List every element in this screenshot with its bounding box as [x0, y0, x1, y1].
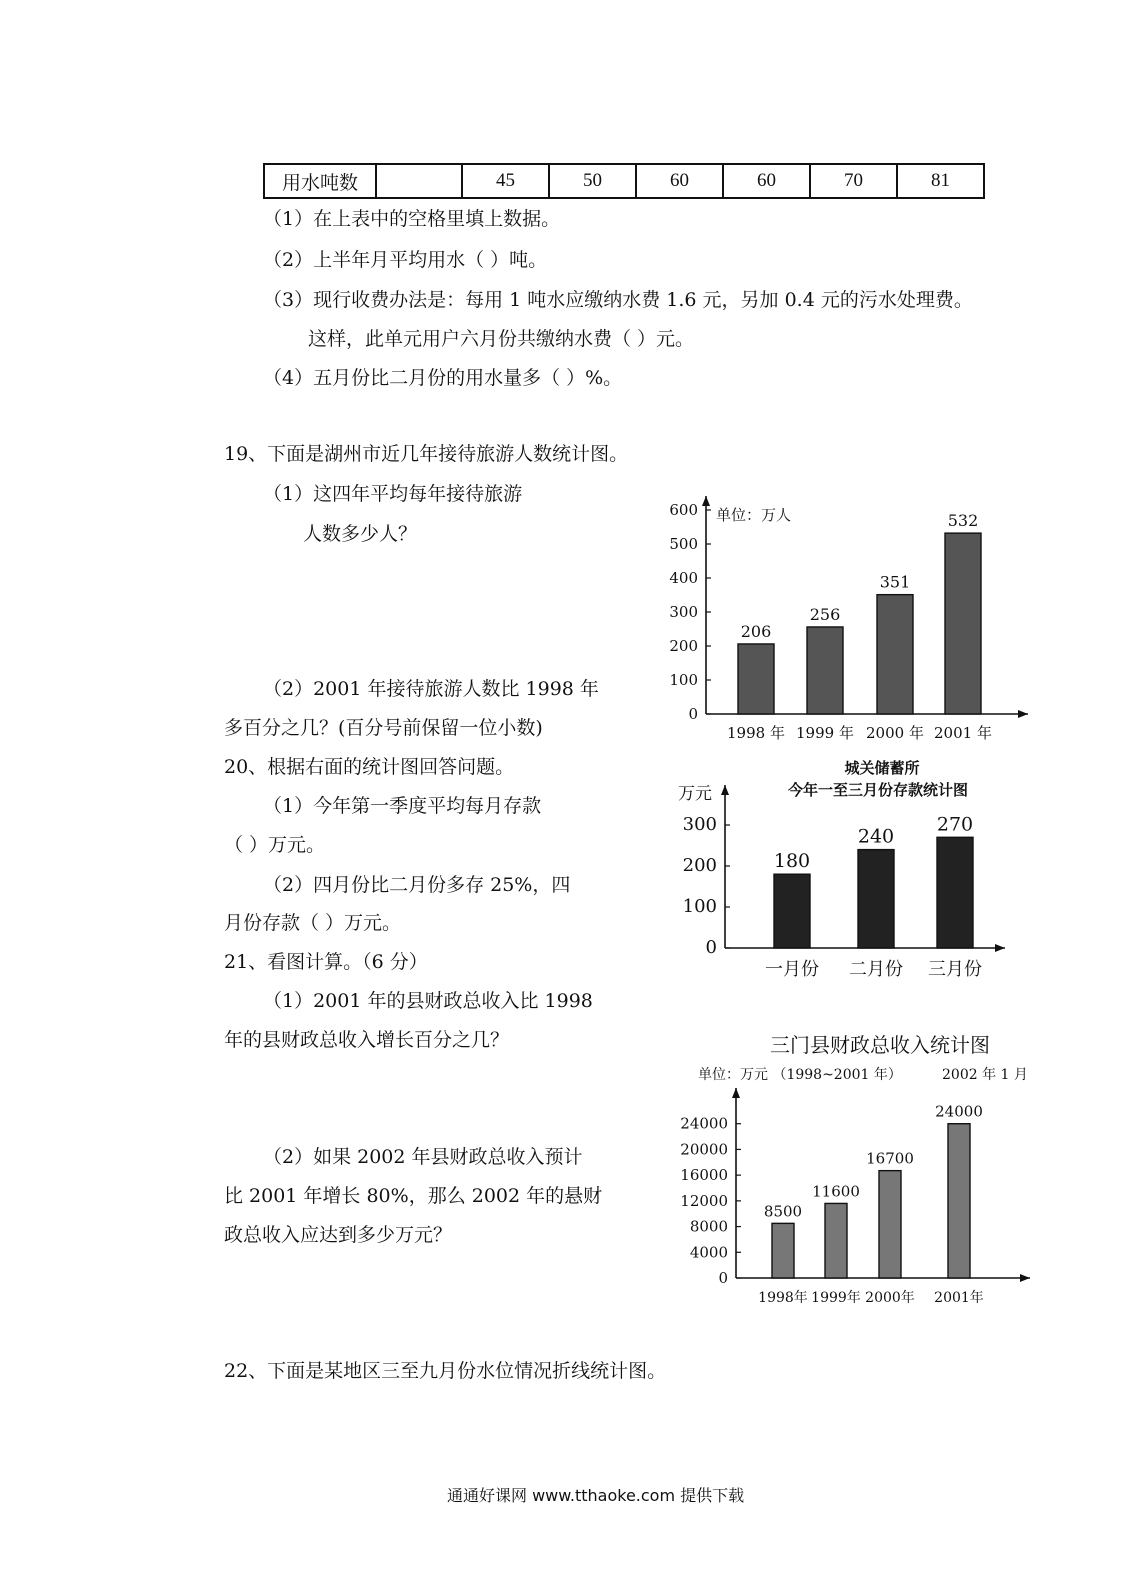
bar: [772, 1223, 794, 1278]
y-tick-label: 20000: [680, 1140, 728, 1159]
x-tick-label: 1998 年: [727, 724, 785, 742]
bar-value-label: 351: [879, 572, 911, 592]
q21-item-1-cont: 年的县财政总收入增长百分之几？: [224, 1029, 510, 1051]
chart-subtitle: 今年一至三月份存款统计图: [787, 781, 969, 799]
y-tick-label: 300: [669, 603, 698, 621]
chart-unit-label: 单位：万人: [716, 506, 792, 524]
table-cell: 50: [549, 164, 636, 198]
bar-value-label: 24000: [935, 1102, 983, 1121]
x-tick-label: 2001年: [934, 1290, 984, 1306]
q18-item-3-cont: 这样，此单元用户六月份共缴纳水费（ ）元。: [308, 328, 695, 350]
y-axis-arrow: [721, 785, 729, 795]
y-tick-label: 4000: [689, 1243, 728, 1262]
tourist-bar-chart: [660, 490, 1040, 752]
x-tick-label: 二月份: [849, 959, 903, 980]
water-usage-table: [263, 163, 985, 199]
q18-item-4: （4）五月份比二月份的用水量多（ ）%。: [263, 367, 623, 389]
q20-item-2: （2）四月份比二月份多存 25%，四: [263, 874, 571, 896]
q19-item-2-cont: 多百分之几？(百分号前保留一位小数): [224, 717, 543, 739]
y-tick-label: 8000: [689, 1217, 728, 1236]
y-tick-label: 16000: [680, 1166, 728, 1185]
bar-value-label: 180: [773, 850, 811, 873]
table-cell: 60: [723, 164, 810, 198]
y-axis-arrow: [732, 1088, 740, 1098]
bar-value-label: 11600: [812, 1182, 860, 1201]
y-tick-label: 400: [669, 569, 698, 587]
x-tick-label: 1999年: [811, 1290, 861, 1306]
y-tick-label: 600: [669, 501, 698, 519]
bar-value-label: 206: [740, 621, 772, 641]
q21-item-1: （1）2001 年的县财政总收入比 1998: [263, 990, 593, 1012]
q20-item-1-cont: （ ）万元。: [224, 834, 326, 856]
bar: [877, 595, 913, 714]
q18-item-2: （2）上半年月平均用水（ ）吨。: [263, 249, 548, 271]
table-row: [264, 164, 984, 198]
y-tick-label: 300: [682, 814, 717, 835]
chart-y-label: 万元: [678, 784, 712, 804]
bar: [945, 533, 981, 714]
x-axis-arrow: [995, 944, 1005, 952]
deposit-bar-chart: [670, 755, 1020, 987]
q19-title: 19、下面是湖州市近几年接待旅游人数统计图。: [224, 443, 629, 465]
chart-title: 三门县财政总收入统计图: [770, 1033, 990, 1057]
bar: [937, 837, 973, 948]
y-tick-label: 200: [682, 855, 717, 876]
bar-value-label: 16700: [866, 1149, 914, 1168]
x-tick-label: 1998年: [758, 1290, 808, 1306]
table-cell: 81: [897, 164, 984, 198]
table-cell: 60: [636, 164, 723, 198]
x-tick-label: 三月份: [928, 959, 982, 980]
blank-cell: [376, 164, 462, 198]
bar-value-label: 8500: [763, 1202, 803, 1221]
x-axis-arrow: [1018, 710, 1028, 718]
chart-unit-label: 单位：万元 （1998~2001 年）: [698, 1067, 902, 1083]
q22-title: 22、下面是某地区三至九月份水位情况折线统计图。: [224, 1360, 667, 1382]
bar: [807, 627, 843, 714]
bar: [825, 1203, 847, 1278]
y-axis-arrow: [702, 496, 710, 506]
bar: [948, 1124, 970, 1278]
bar: [738, 644, 774, 714]
q18-item-3: （3）现行收费办法是：每用 1 吨水应缴纳水费 1.6 元，另加 0.4 元的污水处理费。: [263, 289, 973, 311]
bar: [858, 850, 894, 948]
bar: [774, 874, 810, 948]
q20-item-2-cont: 月份存款（ ）万元。: [224, 912, 402, 934]
q21-title: 21、看图计算。（6 分）: [224, 951, 428, 973]
bar: [879, 1171, 901, 1278]
table-cell: 45: [462, 164, 549, 198]
x-tick-label: 2001 年: [934, 724, 992, 742]
footer-text: 通通好课网 www.tthaoke.com 提供下载: [447, 1486, 745, 1505]
revenue-bar-chart: [680, 1030, 1050, 1315]
q19-item-2: （2）2001 年接待旅游人数比 1998 年: [263, 678, 599, 700]
y-tick-label: 0: [705, 937, 717, 958]
q20-item-1: （1）今年第一季度平均每月存款: [263, 795, 542, 817]
y-tick-label: 200: [669, 637, 698, 655]
x-tick-label: 1999 年: [796, 724, 854, 742]
table-header-cell: 用水吨数: [264, 164, 376, 198]
q19-item-1: （1）这四年平均每年接待旅游: [263, 483, 523, 505]
q21-item-2-cont2: 政总收入应达到多少万元？: [224, 1224, 453, 1246]
y-tick-label: 500: [669, 535, 698, 553]
x-tick-label: 一月份: [765, 959, 819, 980]
bar-value-label: 532: [947, 511, 979, 531]
q19-item-1-cont: 人数多少人？: [303, 523, 418, 545]
y-tick-label: 0: [718, 1269, 728, 1287]
y-tick-label: 100: [682, 896, 717, 917]
q21-item-2: （2）如果 2002 年县财政总收入预计: [263, 1146, 583, 1168]
q20-title: 20、根据右面的统计图回答问题。: [224, 756, 515, 778]
chart-date-label: 2002 年 1 月: [942, 1067, 1028, 1083]
q21-item-2-cont: 比 2001 年增长 80%，那么 2002 年的悬财: [224, 1185, 603, 1207]
table-cell: 70: [810, 164, 897, 198]
q18-item-1: （1）在上表中的空格里填上数据。: [263, 208, 561, 230]
x-tick-label: 2000年: [865, 1290, 915, 1306]
chart-title: 城关储蓄所: [844, 759, 920, 777]
x-axis-arrow: [1020, 1274, 1030, 1282]
y-tick-label: 24000: [680, 1114, 728, 1133]
bar-value-label: 256: [809, 604, 841, 624]
bar-value-label: 240: [857, 825, 895, 848]
y-tick-label: 100: [669, 671, 698, 689]
y-tick-label: 0: [688, 705, 698, 723]
x-tick-label: 2000 年: [866, 724, 924, 742]
y-tick-label: 12000: [680, 1191, 728, 1210]
bar-value-label: 270: [936, 813, 974, 836]
